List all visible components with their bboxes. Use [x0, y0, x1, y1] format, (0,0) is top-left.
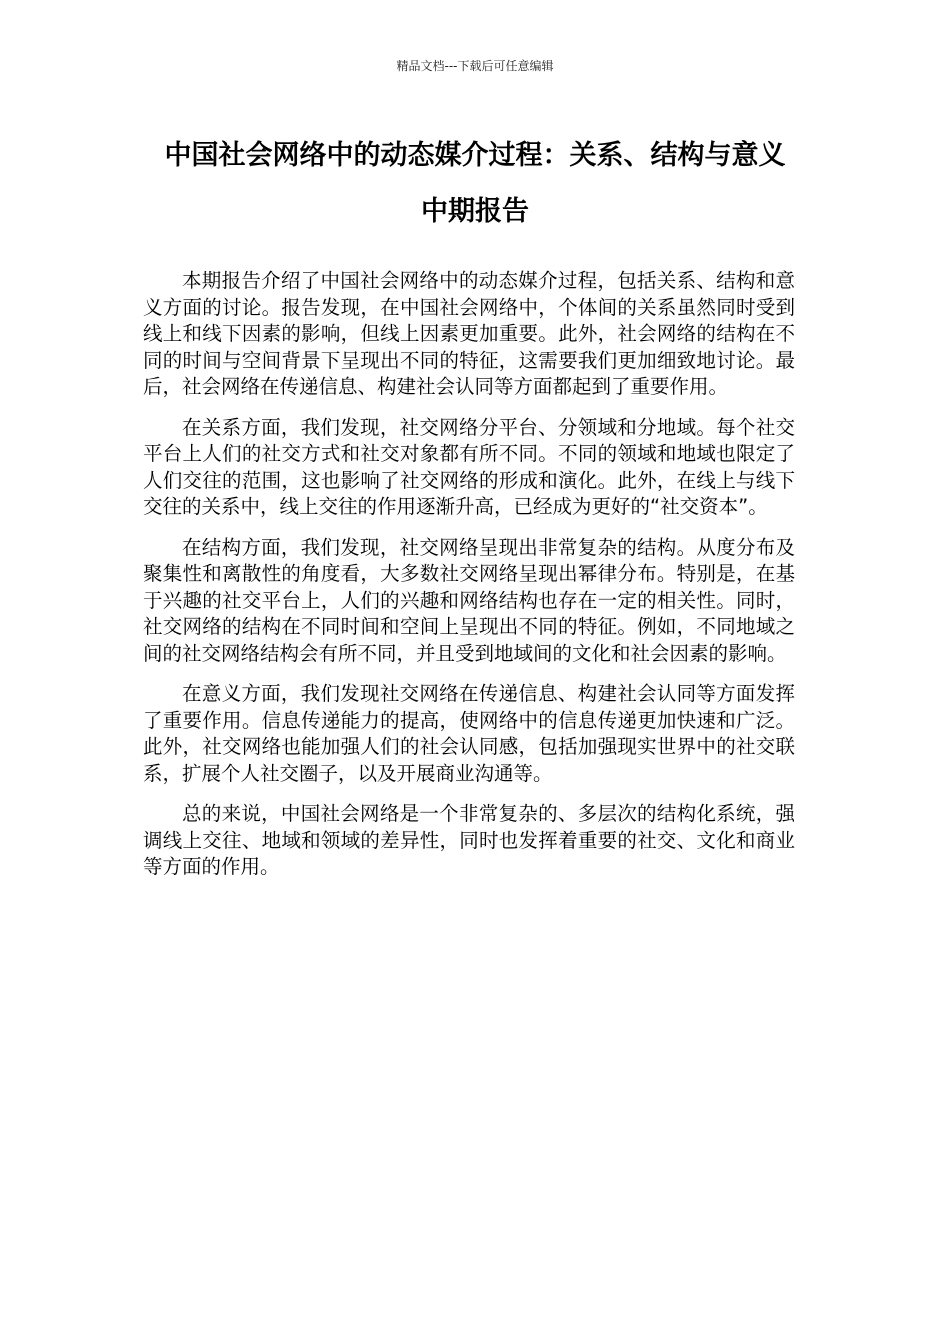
document-subtitle: 中期报告 — [421, 196, 529, 227]
paragraph-structure: 在结构方面，我们发现，社交网络呈现出非常复杂的结构。从度分布及聚集性和离散性的角度看，大多数社交网络呈现出幂律分布。特别是，在基于兴趣的社交平台上，人们的兴趣和网络结构也存在一定的相关性。同时，社交网络的结构在不同时间和空间上呈现出不同的特征。例如，不同地域之间的社交网络结构会有所不同，并且受到地域间的文化和社会因素的影响。 — [143, 535, 795, 665]
document-body — [143, 268, 795, 895]
paragraph-meaning: 在意义方面，我们发现社交网络在传递信息、构建社会认同等方面发挥了重要作用。信息传递能力的提高，使网络中的信息传递更加快速和广泛。此外，社交网络也能加强人们的社会认同感，包括加强现实世界中的社交联系，扩展个人社交圈子，以及开展商业沟通等。 — [143, 682, 795, 785]
document-title: 中国社会网络中的动态媒介过程：关系、结构与意义 — [164, 140, 786, 171]
header-note: 精品文档---下载后可任意编辑 — [396, 59, 554, 73]
paragraph-summary: 总的来说，中国社会网络是一个非常复杂的、多层次的结构化系统，强调线上交往、地域和领域的差异性，同时也发挥着重要的社交、文化和商业等方面的作用。 — [143, 802, 795, 878]
paragraph-relations: 在关系方面，我们发现，社交网络分平台、分领域和分地域。每个社交平台上人们的社交方式和社交对象都有所不同。不同的领域和地域也限定了人们交往的范围，这也影响了社交网络的形成和演化。此外，在线上与线下交往的关系中，线上交往的作用逐渐升高，已经成为更好的“社交资本”。 — [143, 415, 795, 518]
paragraph-intro: 本期报告介绍了中国社会网络中的动态媒介过程，包括关系、结构和意义方面的讨论。报告发现，在中国社会网络中，个体间的关系虽然同时受到线上和线下因素的影响，但线上因素更加重要。此外，社会网络的结构在不同的时间与空间背景下呈现出不同的特征，这需要我们更加细致地讨论。最后，社会网络在传递信息、构建社会认同等方面都起到了重要作用。 — [143, 269, 795, 398]
